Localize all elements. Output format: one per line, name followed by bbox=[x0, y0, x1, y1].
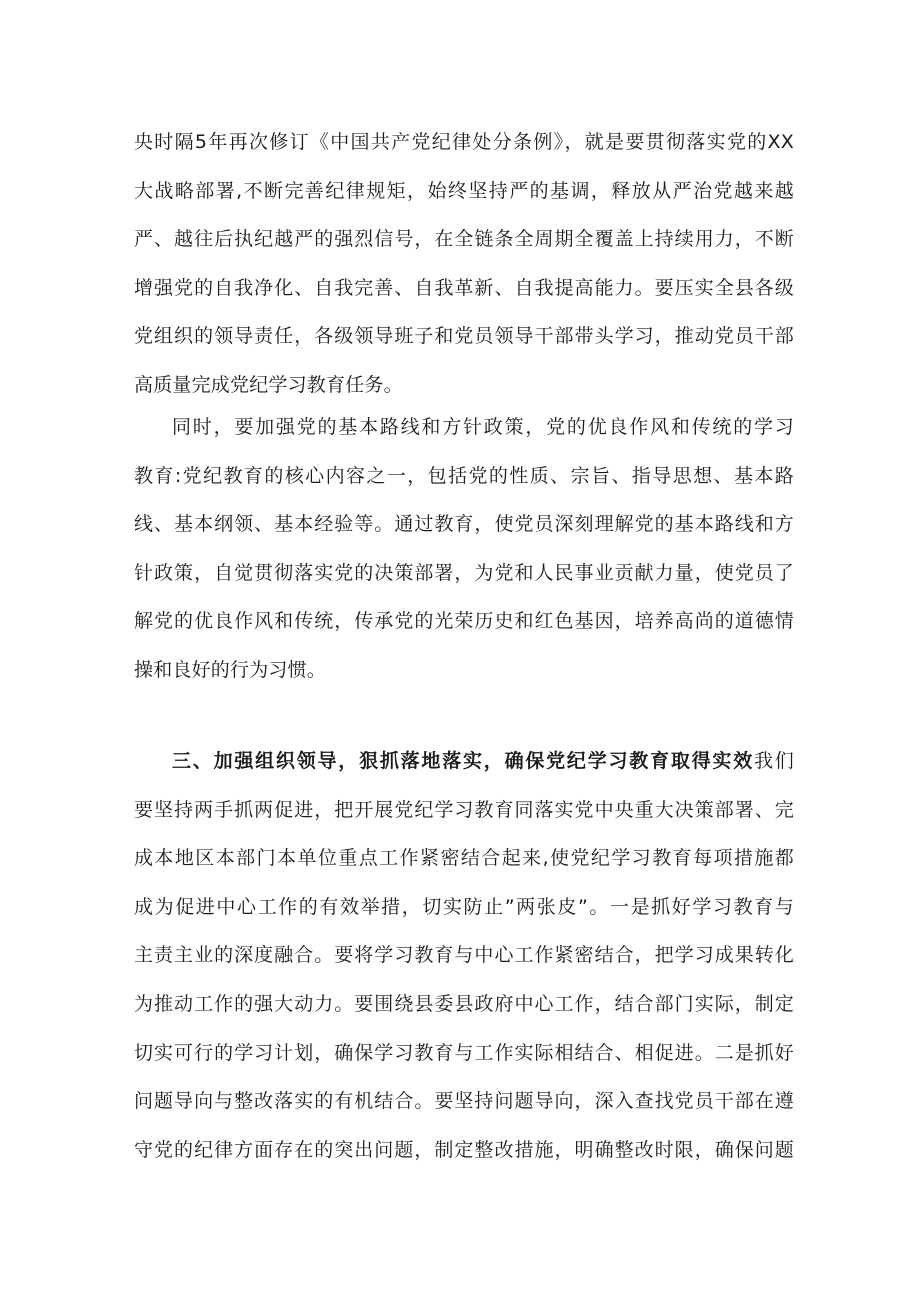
text-line: 主责主业的深度融合。要将学习教育与中心工作紧密结合，把学习成果转化 bbox=[134, 944, 794, 967]
heading-tail-text: 我们 bbox=[754, 750, 794, 772]
text-line: 教育:党纪教育的核心内容之一，包括党的性质、宗旨、指导思想、基本路 bbox=[134, 464, 794, 487]
text-line: 线、基本纲领、基本经验等。通过教育，使党员深刻理解党的基本路线和方 bbox=[134, 513, 794, 536]
text-line: 同时，要加强党的基本路线和方针政策，党的优良作风和传统的学习 bbox=[172, 416, 794, 438]
text-line: 为推动工作的强大动力。要围绕县委县政府中心工作，结合部门实际，制定 bbox=[134, 992, 794, 1015]
text-line: 操和良好的行为习惯。 bbox=[134, 658, 327, 681]
heading-line bbox=[134, 737, 794, 786]
text-line: 守党的纪律方面存在的突出问题，制定整改措施，明确整改时限，确保问题 bbox=[134, 1138, 794, 1161]
paragraph-3 bbox=[134, 737, 794, 1174]
section-heading: 三、加强组织领导，狠抓落地落实，确保党纪学习教育取得实效 bbox=[172, 750, 755, 772]
text-line: 严、越往后执纪越严的强烈信号，在全链条全周期全覆盖上持续用力，不断 bbox=[134, 228, 794, 251]
text-line: 切实可行的学习计划，确保学习教育与工作实际相结合、相促进。二是抓好 bbox=[134, 1041, 794, 1064]
text-line: 解党的优良作风和传统，传承党的光荣历史和红色基因，培养高尚的道德情 bbox=[134, 610, 794, 633]
text-line: 大战略部署,不断完善纪律规矩，始终坚持严的基调，释放从严治党越来越 bbox=[134, 179, 794, 202]
text-line: 成为促进中心工作的有效举措，切实防止”两张皮”。一是抓好学习教育与 bbox=[134, 895, 794, 918]
text-line: 增强党的自我净化、自我完善、自我革新、自我提高能力。要压实全县各级 bbox=[134, 276, 794, 299]
paragraph-1 bbox=[134, 118, 794, 410]
text-line: 高质量完成党纪学习教育任务。 bbox=[134, 373, 403, 396]
text-line: 党组织的领导责任，各级领导班子和党员领导干部带头学习，推动党员干部 bbox=[134, 325, 794, 348]
text-line: 问题导向与整改落实的有机结合。要坚持问题导向，深入查找党员干部在遵 bbox=[134, 1090, 794, 1113]
text-line: 央时隔5年再次修订《中国共产党纪律处分条例》，就是要贯彻落实党的XX bbox=[134, 131, 794, 153]
text-line: 针政策，自觉贯彻落实党的决策部署，为党和人民事业贡献力量，使党员了 bbox=[134, 561, 794, 584]
text-line: 成本地区本部门本单位重点工作紧密结合起来,使党纪学习教育每项措施都 bbox=[134, 847, 794, 870]
text-line: 要坚持两手抓两促进，把开展党纪学习教育同落实党中央重大决策部署、完 bbox=[134, 798, 794, 821]
paragraph-2 bbox=[134, 403, 794, 695]
